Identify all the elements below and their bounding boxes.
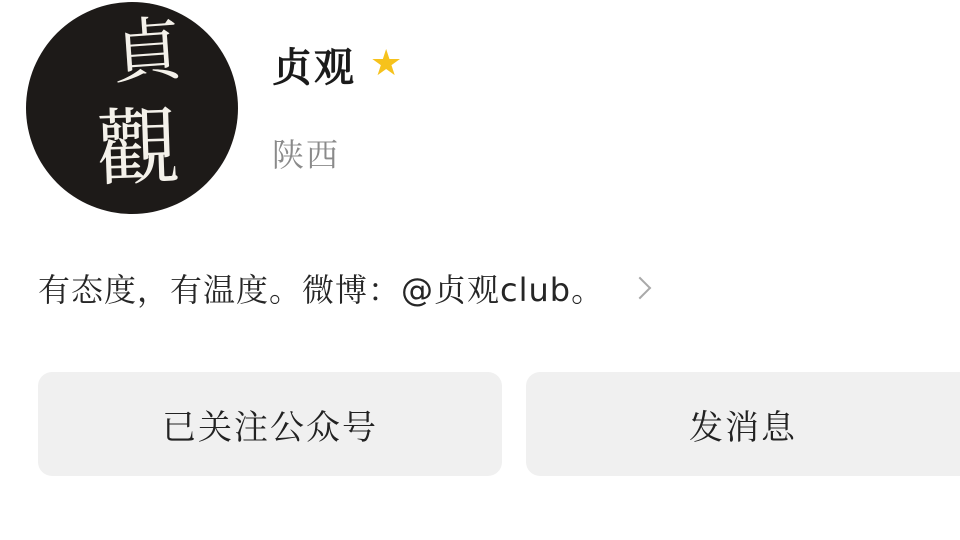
chevron-right-icon	[629, 277, 652, 300]
region-label: 陕西	[272, 136, 341, 174]
followed-account-button[interactable]: 已关注公众号	[38, 372, 502, 476]
send-message-button[interactable]: 发消息	[526, 372, 960, 476]
star-icon: ★	[370, 43, 403, 84]
avatar-logo-char-top: 貞	[109, 7, 185, 95]
avatar[interactable]	[26, 2, 238, 214]
account-name: 贞观	[272, 44, 356, 91]
title-row	[272, 36, 402, 92]
avatar-logo-char-bottom: 觀	[94, 97, 182, 199]
bio-text: 有态度，有温度。微博：@贞观club。	[38, 271, 605, 309]
bio-row[interactable]	[38, 264, 648, 312]
